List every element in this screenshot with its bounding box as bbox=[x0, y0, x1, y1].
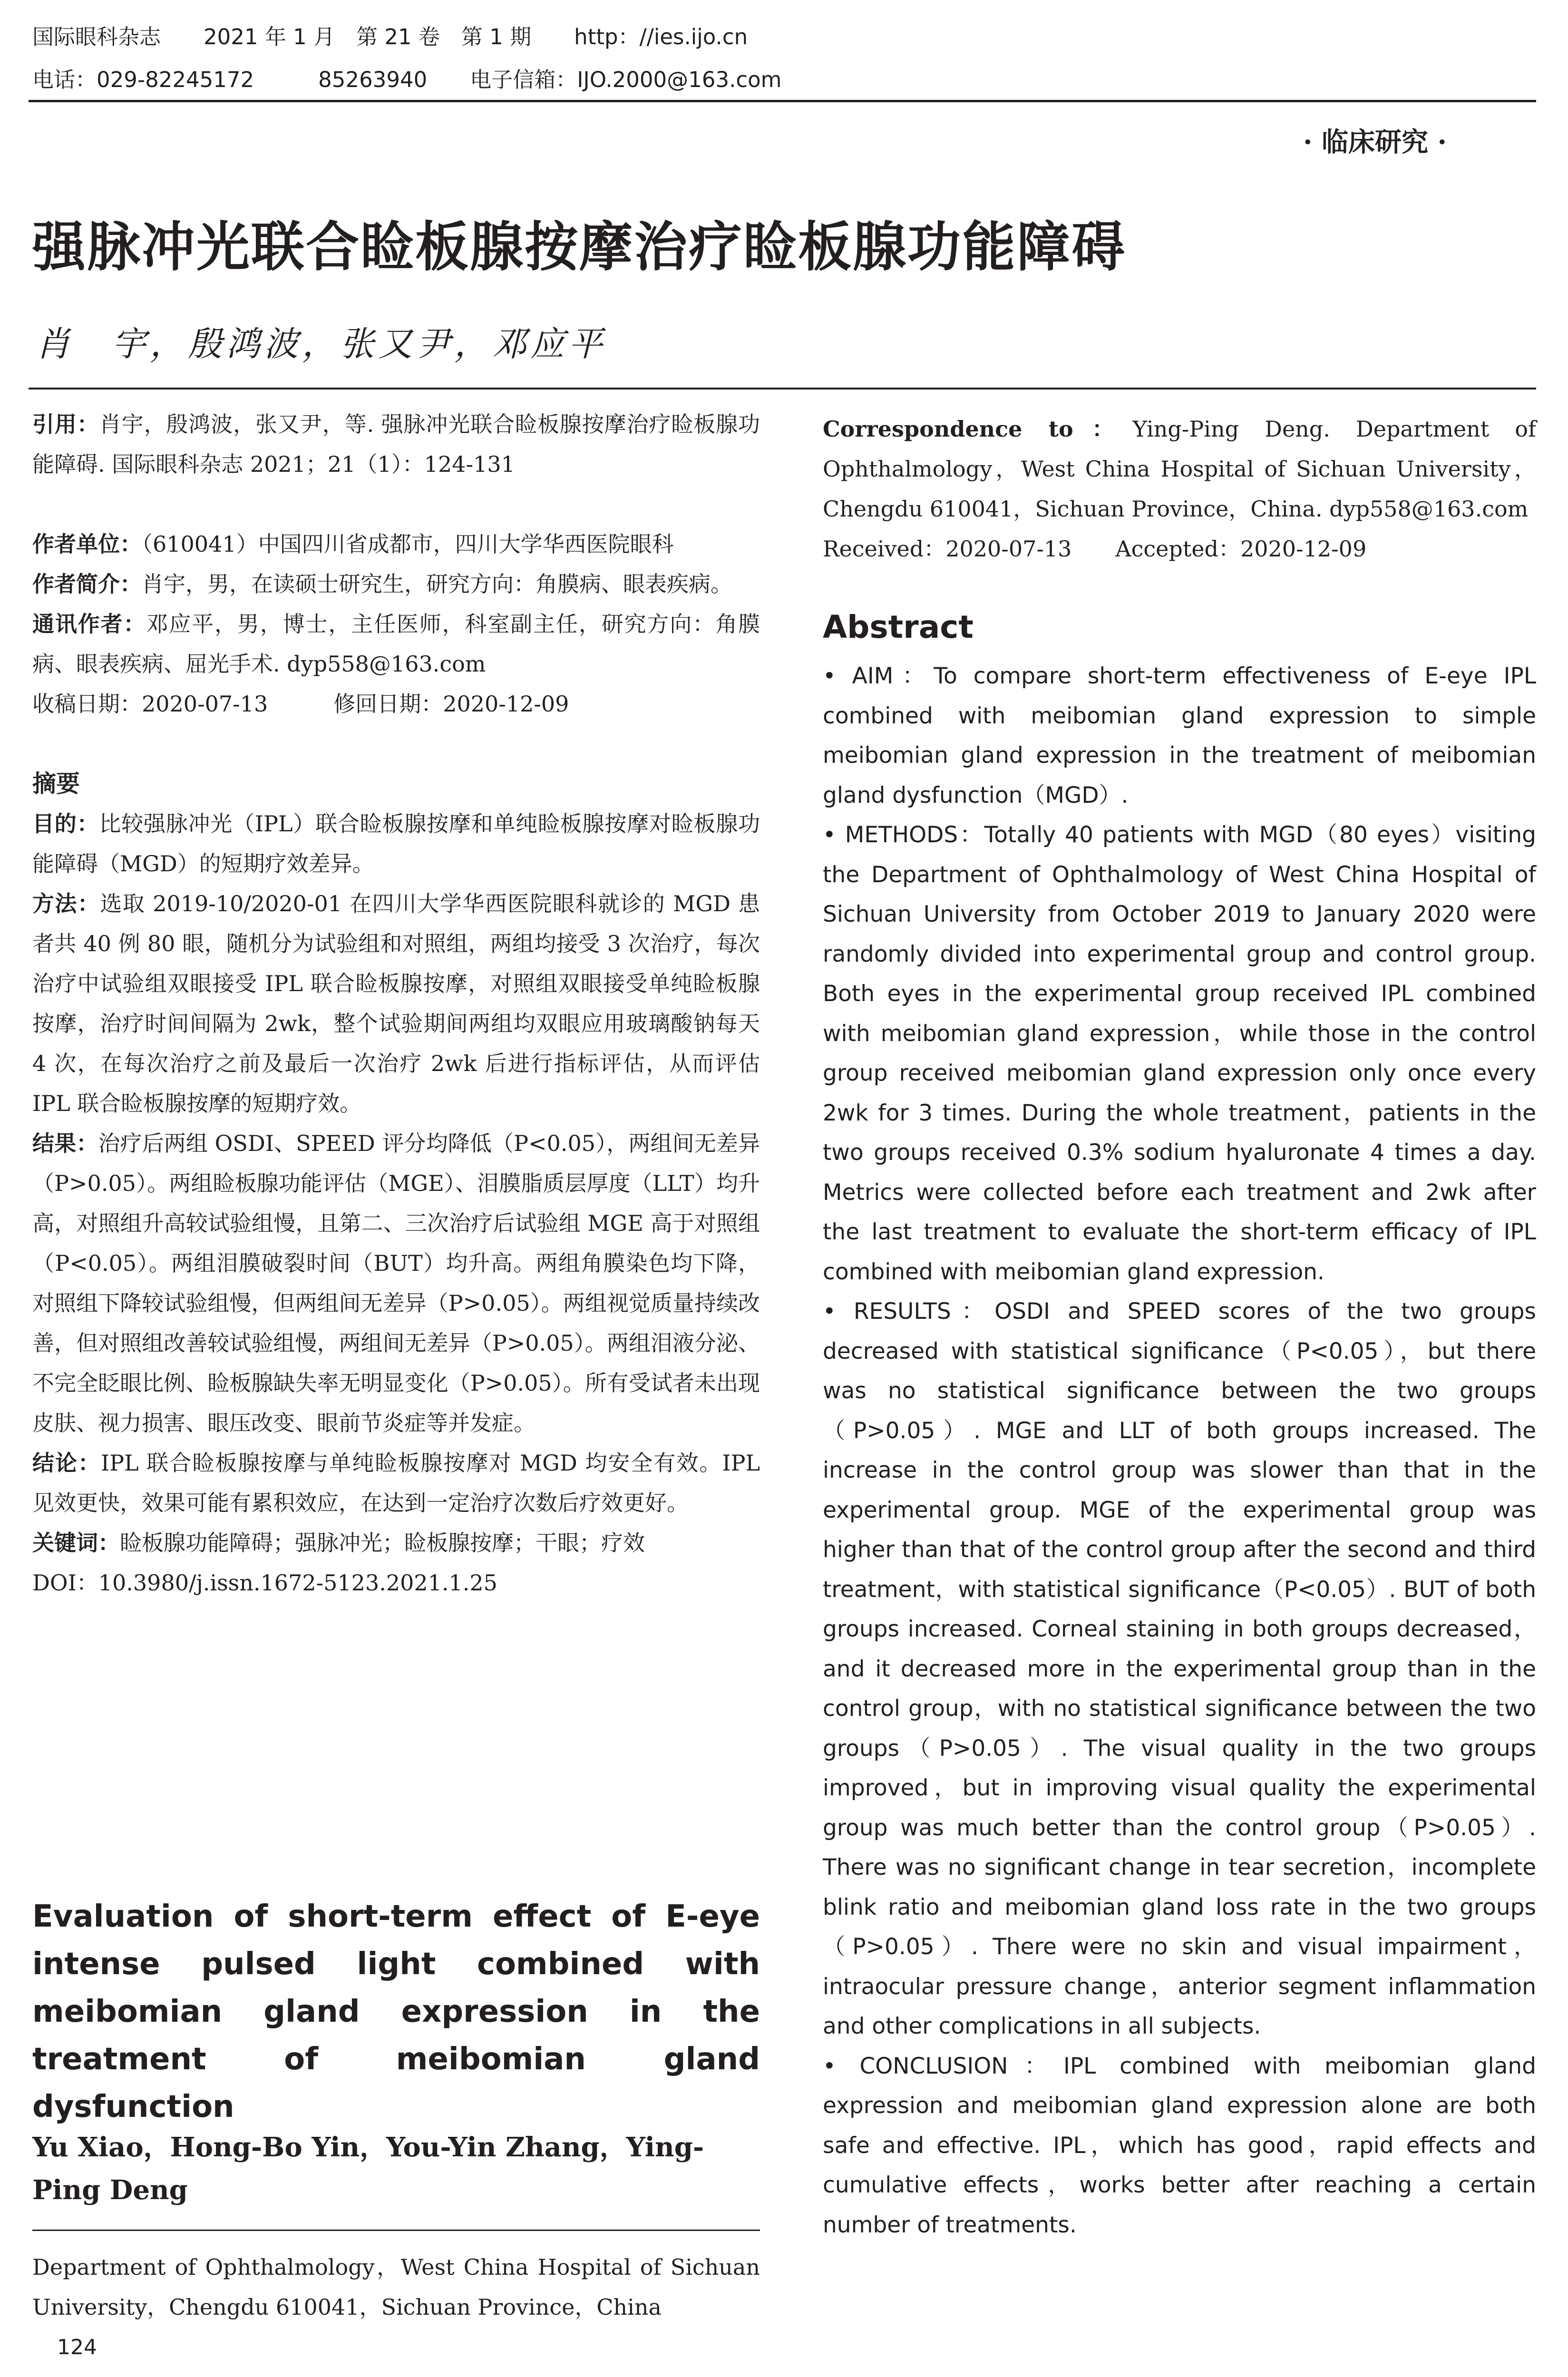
correspondence-text: Ying-Ping Deng. Department of Ophthalmology，West China Hospital of Sichuan University，Chengdu 610041，Sichuan Province，China. dyp558@163.com bbox=[823, 416, 1536, 522]
aim-cn-label: 目的： bbox=[32, 811, 99, 837]
received-accepted: Received：2020-07-13 Accepted：2020-12-09 bbox=[823, 536, 1367, 562]
title-rule bbox=[29, 388, 1536, 390]
page-title: 强脉冲光联合睑板腺按摩治疗睑板腺功能障碍 bbox=[32, 216, 1126, 278]
section-tag: · 临床研究 · bbox=[1303, 127, 1447, 158]
keywords-cn bbox=[32, 1523, 760, 1563]
aim-en: • AIM：To compare short-term effectiveness of E-eye IPL combined with meibomian gland expression to simple meibomian gland expression in the treatment of meibomian gland dysfunction（MGD）. bbox=[823, 663, 1536, 809]
author-intro-label: 作者简介： bbox=[32, 571, 142, 597]
keywords-cn-text: 睑板腺功能障碍；强脉冲光；睑板腺按摩；干眼；疗效 bbox=[120, 1530, 645, 1556]
correspondence-en bbox=[823, 409, 1536, 529]
aim-cn-text: 比较强脉冲光（IPL）联合睑板腺按摩和单纯睑板腺按摩对睑板腺功能障碍（MGD）的短期疗效差异。 bbox=[32, 811, 760, 877]
conclusion-cn-label: 结论： bbox=[32, 1450, 101, 1476]
left-column bbox=[32, 404, 760, 1603]
affiliation-rule bbox=[32, 2230, 760, 2231]
dates-cn: 收稿日期：2020-07-13 修回日期：2020-12-09 bbox=[32, 691, 569, 717]
author-unit-label: 作者单位： bbox=[32, 531, 142, 557]
conclusion-en: • CONCLUSION：IPL combined with meibomian gland expression and meibomian gland expression alone are both safe and effective. IPL，which has good，rapid effects and cumulative effects，works better after reaching a certain number of treatments. bbox=[823, 2053, 1536, 2238]
journal-header-line1: 国际眼科杂志 2021 年 1 月 第 21 卷 第 1 期 http：//ies.ijo.cn bbox=[32, 24, 748, 49]
abstract-cn-heading: 摘要 bbox=[32, 770, 80, 798]
abstract-en-body bbox=[823, 656, 1536, 2245]
authors-cn: 肖 宇，殷鸿波，张又尹，邓应平 bbox=[36, 324, 607, 364]
doi: DOI：10.3980/j.issn.1672-5123.2021.1.25 bbox=[32, 1570, 497, 1596]
affiliation: Department of Ophthalmology，West China Hospital of Sichuan University，Chengdu 610041，Sichuan Province，China bbox=[32, 2254, 760, 2320]
conclusion-cn-text: IPL 联合睑板腺按摩与单纯睑板腺按摩对 MGD 均安全有效。IPL 见效更快，效果可能有累积效应，在达到一定治疗次数后疗效更好。 bbox=[32, 1450, 760, 1516]
corresponding-author-label: 通讯作者： bbox=[32, 611, 146, 637]
results-en: • RESULTS：OSDI and SPEED scores of the two groups decreased with statistical significance（P<0.05），but there was no statistical significance between the two groups（P>0.05）. MGE and LLT of both groups increased. The increase in the control group was slower than that in the experimental group. MGE of the experimental group was higher than that of the control group after the second and third treatment，with statistical significance（P<0.05）. BUT of both groups increased. Corneal staining in both groups decreased，and it decreased more in the experimental group than in the control group，with no statistical significance between the two groups（P>0.05）. The visual quality in the two groups improved，but in improving visual quality the experimental group was much better than the control group（P>0.05）. There was no significant change in tear secretion，incomplete blink ratio and meibomian gland loss rate in the two groups（P>0.05）. There were no skin and visual impairment，intraocular pressure change，anterior segment inflammation and other complications in all subjects. bbox=[823, 1298, 1536, 2039]
english-title: Evaluation of short-term effect of E-eye intense pulsed light combined with meibomian gland expression in the treatment of meibomian gland dysfunction bbox=[32, 1899, 760, 2124]
results-cn bbox=[32, 1123, 760, 1443]
author-unit bbox=[32, 524, 760, 564]
author-intro bbox=[32, 564, 760, 604]
keywords-cn-label: 关键词： bbox=[32, 1530, 120, 1556]
citation bbox=[32, 404, 760, 484]
methods-cn-label: 方法： bbox=[32, 891, 100, 916]
citation-text: 肖宇，殷鸿波，张又尹，等. 强脉冲光联合睑板腺按摩治疗睑板腺功能障碍. 国际眼科杂志 2021；21（1）：124-131 bbox=[32, 411, 760, 477]
methods-en: • METHODS：Totally 40 patients with MGD（80 eyes）visiting the Department of Ophthalmology of West China Hospital of Sichuan University from October 2019 to January 2020 were randomly divided into experimental group and control group. Both eyes in the experimental group received IPL combined with meibomian gland expression，while those in the control group received meibomian gland expression only once every 2wk for 3 times. During the whole treatment，patients in the two groups received 0.3% sodium hyaluronate 4 times a day. Metrics were collected before each treatment and 2wk after the last treatment to evaluate the short-term efficacy of IPL combined with meibomian gland expression. bbox=[823, 822, 1536, 1285]
corresponding-author-text: 邓应平，男，博士，主任医师，科室副主任，研究方向：角膜病、眼表疾病、屈光手术. dyp558@163.com bbox=[32, 611, 760, 677]
citation-label: 引用： bbox=[32, 411, 99, 437]
corresponding-author bbox=[32, 604, 760, 684]
page-number: 124 bbox=[57, 2335, 97, 2359]
results-cn-text: 治疗后两组 OSDI、SPEED 评分均降低（P<0.05），两组间无差异（P>0.05）。两组睑板腺功能评估（MGE）、泪膜脂质层厚度（LLT）均升高，对照组升高较试验组慢，且第二、三次治疗后试验组 MGE 高于对照组（P<0.05）。两组泪膜破裂时间（BUT）均升高。两组角膜染色均下降，对照组下降较试验组慢，但两组间无差异（P>0.05）。两组视觉质量持续改善，但对照组改善较试验组慢，两组间无差异（P>0.05）。两组泪液分泌、不完全眨眼比例、睑板腺缺失率无明显变化（P>0.05）。所有受试者未出现皮肤、视力损害、眼压改变、眼前节炎症等并发症。 bbox=[32, 1130, 760, 1436]
aim-cn bbox=[32, 804, 760, 884]
methods-cn-text: 选取 2019-10/2020-01 在四川大学华西医院眼科就诊的 MGD 患者共 40 例 80 眼，随机分为试验组和对照组，两组均接受 3 次治疗，每次治疗中试验组双眼接受 IPL 联合睑板腺按摩，对照组双眼接受单纯睑板腺按摩，治疗时间间隔为 2wk，整个试验期间两组均双眼应用玻璃酸钠每天 4 次，在每次治疗之前及最后一次治疗 2wk 后进行指标评估，从而评估 IPL 联合睑板腺按摩的短期疗效。 bbox=[32, 891, 760, 1116]
conclusion-cn bbox=[32, 1443, 760, 1523]
header-rule bbox=[29, 100, 1536, 102]
results-cn-label: 结果： bbox=[32, 1130, 98, 1156]
journal-header-line2: 电话：029-82245172 85263940 电子信箱：IJO.2000@163.com bbox=[32, 67, 782, 92]
methods-cn bbox=[32, 884, 760, 1123]
author-unit-text: （610041）中国四川省成都市，四川大学华西医院眼科 bbox=[142, 531, 674, 557]
english-authors: Yu Xiao，Hong-Bo Yin，You-Yin Zhang，Ying-Ping Deng bbox=[32, 2132, 704, 2206]
abstract-en-heading: Abstract bbox=[823, 609, 974, 645]
correspondence-label: Correspondence to： bbox=[823, 416, 1133, 442]
author-intro-text: 肖宇，男，在读硕士研究生，研究方向：角膜病、眼表疾病。 bbox=[142, 571, 732, 597]
